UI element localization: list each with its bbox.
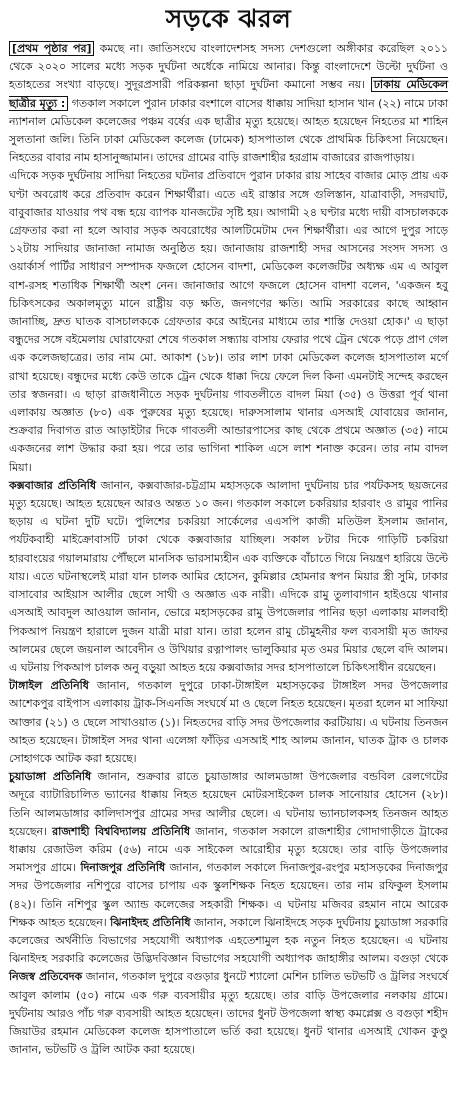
paragraph-text: জানান, গতকাল সকালে দিনাজপুর-রংপুর মহাসড়কের দিনাজপুর সদর উপজেলার নশিপুরে বাসের চাপায় এক স্কুলশিক্ষক নিহত হয়েছেন। তার নাম রফিকুল ইসলাম (৪২)। তিনি নশিপুর স্কুল অ্যান্ড কলেজের সহকারী শিক্ষক। এ ঘটনায় মজিবর রহমান নামে আরেক শিক্ষক আহত হয়েছেন। xyxy=(9,861,448,929)
paragraph-tangail xyxy=(9,677,448,768)
subheading-coxsbazar: কক্সবাজার প্রতিনিধি xyxy=(9,478,97,492)
paragraph-text: জানান, গতকাল দুপুরে বগুড়ার ধুনটে শ্যালো মেশিন চালিত ভটভটি ও ট্রলির সংঘর্ষে আবুল কালাম (৫০) নামে এক গরু ব্যবসায়ীর মৃত্যু হয়েছে। তার বাড়ি উপজেলার নলকায় গ্রামে। দুর্ঘটনায় আরও পাঁচ গরু ব্যবসায়ী আহত হয়েছেন। তাদের ধুনট উপজেলা স্বাস্থ্য কমপ্লেক্স ও বগুড়া শহীদ জিয়াউর রহমান মেডিকেল কলেজ হাসপাতালে ভর্তি করা হয়েছে। ধুনট থানার এসআই খোকন কুণ্ডু জানান, ভটভটি ও ট্রলি আটক করা হয়েছে। xyxy=(9,970,448,1057)
subheading-tangail: টাঙ্গাইল প্রতিনিধি xyxy=(9,679,89,693)
subheading-dhaka-medical-student: ঢাকায় মেডিকেল ছাত্রীর মৃত্যু : xyxy=(9,78,448,110)
subheading-chuadanga: চুয়াডাঙ্গা প্রতিনিধি xyxy=(9,770,92,784)
paragraph-text: জানান, কক্সবাজার-চট্টগ্রাম মহাসড়কে আলাদা দুর্ঘটনায় চার পর্যটকসহ ছয়জনের মৃত্যু হয়েছে। আহত হয়েছেন আরও অন্তত ১০ জন। গতকাল সকালে চকরিয়ার হারবাং ও রামুর পানির ছড়ায় এ ঘটনা দুটি ঘটে। পুলিশের চকরিয়া সার্কেলের এএসপি কাজী মতিউল ইসলাম জানান, পর্যটকবাহী মাইক্রোবাসটি ঢাকা থেকে কক্সবাজার যাচ্ছিল। সকাল ৮টার দিকে গাড়িটি চকরিয়া হারবাংয়ের গয়ালমারায় পৌঁছলে মানসিক ভারসাম্যহীন এক ব্যক্তিকে বাঁচাতে গিয়ে নিয়ন্ত্রণ হারিয়ে উল্টে যায়। এতে ঘটনাস্থলেই মারা যান চালক আমির হোসেন, কুমিল্লার হোমনার স্বপন মিয়ার স্ত্রী সুমি, ঢাকার বাসাবোর আইয়াস আলীর ছেলে সাথী ও অজ্ঞাত এক নারী। এদিকে রামু তুলাবাগান হাইওয়ে থানার এসআই আবদুল আওয়াল জানান, ভোরে মহাসড়কের রামু উপজেলার পানির ছড়া এলাকায় মালবাহী পিকআপ নিয়ন্ত্রণ হারালে দুজন যাত্রী মারা যান। তারা হলেন রামু চৌমুহনীর ফল ব্যবসায়ী মৃত জাফর আলমের ছেলে জয়নাল আবেদীন ও উখিয়ার রত্নাপালং ভালুকিয়ার মৃত ওমর মিয়ার ছেলে বদি আলম। এ ঘটনায় পিকআপ চালক অনু বড়ুয়া আহত হয়ে কক্সবাজার সদর হাসপাতালে চিকিৎসাধীন রয়েছেন। xyxy=(9,478,448,674)
article xyxy=(0,4,456,1105)
paragraph-regional xyxy=(9,768,448,1059)
subheading-jhenaidah: ঝিনাইদহ প্রতিনিধি xyxy=(110,915,191,929)
paragraph-intro xyxy=(9,40,448,167)
paragraph-text: কমছে না। জাতিসংঘে বাংলাদেশসহ সদস্য দেশগুলো অঙ্গীকার করেছিল ২০১১ থেকে ২০২০ সালের মধ্যে সড়ক দুর্ঘটনা অর্ধেকে নামিয়ে আনার। কিন্তু বাংলাদেশে উল্টো দুর্ঘটনা ও হতাহতের সংখ্যা বাড়ছে। সুদূরপ্রসারী পরিকল্পনা ছাড়া দুর্ঘটনা কমানো সম্ভব নয়। xyxy=(9,42,448,92)
paragraph-text: জানান, গতকাল দুপুরে ঢাকা-টাঙ্গাইল মহাসড়কের টাঙ্গাইল সদর উপজেলার আশেকপুর বাইপাস এলাকায় ট্রাক-সিএনজি সংঘর্ষে মা ও ছেলে নিহত হয়েছেন। মৃতরা হলেন মা সাফিয়া আক্তার (২১) ও ছেলে সাখাওয়াত (১)। নিহতদের বাড়ি সদর উপজেলার করটিয়ায়। এ ঘটনায় তিনজন আহত হয়েছেন। টাঙ্গাইল সদর থানা এলেঙ্গা ফাঁড়ির এসআই শাহ আলম জানান, ঘাতক ট্রাক ও চালক সোহাগকে আটক করা হয়েছে। xyxy=(9,679,449,765)
continued-from-tag: [প্রথম পৃষ্ঠার পর] xyxy=(9,41,94,56)
paragraph-coxsbazar xyxy=(9,477,448,677)
paragraph-protest: এদিকে সড়ক দুর্ঘটনায় সাদিয়া নিহতের ঘটনার প্রতিবাদে পুরান ঢাকার রায় সাহেব বাজার মোড় প্রায় এক ঘণ্টা অবরোধ করে প্রতিবাদ করেন শিক্ষার্থীরা। এতে এই রাস্তার সঙ্গে গুলিস্তান, যাত্রাবাড়ী, সদরঘাট, বাবুবাজার যাওয়ার পথ বন্ধ হয়ে ব্যাপক যানজটের সৃষ্টি হয়। আগামী ২৪ ঘণ্টার মধ্যে দায়ী বাসচালককে গ্রেফতার করা না হলে আবার সড়ক অবরোধের আলটিমেটাম দেন শিক্ষার্থীরা। এর আগে দুপুর সাড়ে ১২টায় সাদিয়ার জানাজা নামাজ অনুষ্ঠিত হয়। জানাজায় রাজশাহী সদর আসনের সংসদ সদস্য ও ওয়ার্কার্স পার্টির সাধারণ সম্পাদক ফজলে হোসেন বাদশা, মেডিকেল কলেজটির অধ্যক্ষ এম এ আবুল বাশ-রসহ শতাধিক শিক্ষার্থী অংশ নেন। জানাজার আগে ফজলে হোসেন বাদশা বলেন, 'একজন হবু চিকিৎসকের অকালমৃত্যু মানে রাষ্ট্রীয় বড় ক্ষতি, জনগণের ক্ষতি। আমি সরকারের কাছে আহ্বান জানাচ্ছি, দ্রুত ঘাতক বাসচালককে গ্রেফতার করে আইনের মাধ্যমে তার শাস্তি দেওয়া হোক।' এ ছাড়া বন্ধুদের সঙ্গে বইমেলায় ঘোরাফেরা শেষে গতকাল সন্ধ্যায় বাসায় ফেরার পথে ট্রেন থেকে পড়ে প্রাণ গেল এক কলেজছাত্রের। তার নাম মো. আকাশ (১৮)। তার লাশ ঢাকা মেডিকেল কলেজ হাসপাতাল মর্গে রাখা হয়েছে। বন্ধুদের মধ্যে কেউ তাকে ট্রেন থেকে ধাক্কা দিয়ে ফেলে দিল কিনা এমনটাই সন্দেহ করছেন তার স্বজনরা। এ ছাড়া রাজধানীতে সড়ক দুর্ঘটনায় গাবতলীতে বাদল মিয়া (৩৫) ও উত্তরা পূর্ব থানা এলাকায় অজ্ঞাত (৮০) এক পুরুষের মৃত্যু হয়েছে। দারুসসালাম থানার এসআই যোবায়ের জানান, শুক্রবার দিবাগত রাত আড়াইটার দিকে গাবতলী আন্ডারপাসের কাছ থেকে প্রথমে অজ্ঞাত (৩৫) নামে একজনের লাশ উদ্ধার করা হয়। পরে তার ভাগিনা শাকিল এসে লাশ শনাক্ত করেন। তার নাম বাদল মিয়া। xyxy=(9,169,448,474)
headline: সড়কে ঝরল xyxy=(165,4,292,33)
paragraph-text: গতকাল সকালে পুরান ঢাকার বংশালে বাসের ধাক্কায় সাদিয়া হাসান খান (২২) নামে ঢাকা ন্যাশনাল মেডিকেল কলেজের পঞ্চম বর্ষের এক ছাত্রীর মৃত্যু হয়েছে। আহত হয়েছেন নিহতের মা শাহিন সুলতানা জলি। তিনি ঢাকা মেডিকেল কলেজ (ঢামেক) হাসপাতাল থেকে প্রাথমিক চিকিৎসা নিয়েছেন। নিহতের বাবার নাম হাসানুজ্জামান। তাদের গ্রামের বাড়ি রাজশাহীর হরগ্রাম বাজারের রাজপাড়ায়। xyxy=(9,96,448,165)
subheading-dinajpur: দিনাজপুর প্রতিনিধি xyxy=(80,861,166,875)
paragraph-text: জানান, শুক্রবার রাতে চুয়াডাঙ্গার আলমডাঙ্গা উপজেলার বন্ডবিল রেলগেটের অদূরে ব্যাটারিচালিত ভ্যানের ধাক্কায় নিহত হয়েছেন মোটরসাইকেল চালক সানোয়ার হোসেন (২৮)। তিনি আলমডাঙ্গার কালিদাসপুর গ্রামের সদর আলীর ছেলে। এ ঘটনায় ভ্যানচালকসহ তিনজন আহত হয়েছেন। xyxy=(9,770,448,838)
subheading-own-correspondent: নিজস্ব প্রতিবেদক xyxy=(9,970,83,984)
paragraph-text: জানান, গতকাল সকালে রাজশাহীর গোদাগাড়ীতে ট্রাকের ধাক্কায় রেজাউল করিম (৫৬) নামে এক সাইকেল আরোহীর মৃত্যু হয়েছে। তার বাড়ি উপজেলার সমাসপুর গ্রামে। xyxy=(9,824,448,875)
paragraph-text: জানান, সকালে ঝিনাইদহে সড়ক দুর্ঘটনায় চুয়াডাঙ্গা সরকারি কলেজের অর্থনীতি বিভাগের সহযোগী অধ্যাপক এহতেশামুল হক নতুন নিহত হয়েছেন। এ ঘটনায় ঝিনাইদহ সরকারি কলেজের উদ্ভিদবিজ্ঞান বিভাগের সহযোগী অধ্যাপক জাহাঙ্গীর আলম। বগুড়া থেকে xyxy=(9,915,448,966)
subheading-rajshahi-university: রাজশাহী বিশ্ববিদ্যালয় প্রতিনিধি xyxy=(52,824,190,838)
